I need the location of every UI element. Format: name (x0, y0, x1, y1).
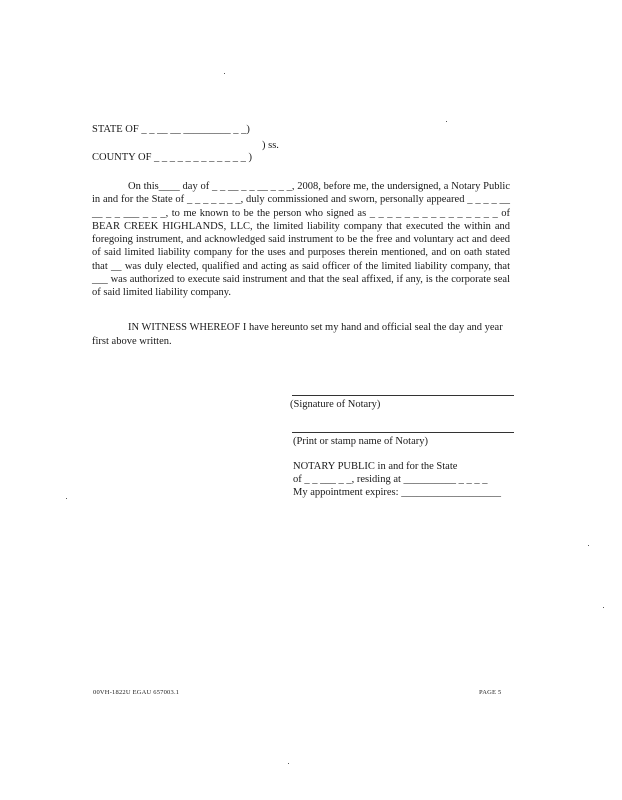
scan-speck (288, 763, 289, 764)
print-name-caption: (Print or stamp name of Notary) (293, 436, 429, 447)
page-number-footer: PAGE 5 (479, 689, 502, 696)
state-line: STATE OF _ _ __ __ _________ _ _) (92, 124, 250, 135)
scan-speck (446, 121, 447, 122)
witness-text: IN WITNESS WHEREOF I have hereunto set my hand and official seal the day and year first above written. (92, 322, 503, 347)
document-id-footer: 00VH-1822U EGAU 657003.1 (93, 689, 180, 696)
notary-public-line: NOTARY PUBLIC in and for the State (293, 461, 458, 472)
witness-paragraph (92, 321, 510, 349)
notary-signature-line (292, 395, 514, 396)
acknowledgment-paragraph (92, 180, 510, 300)
acknowledgment-text: On this____ day of _ _ __ _ _ __ _ _ _, 2008, before me, the undersigned, a Notary Public in and for the State of _ _ _ _ _ _ _, duly commissioned and sworn, personally appeared _ _ _ _ __ __ _ _ ___ _ _ _, to me known to be the person who signed as _ _ _ _ _ _ _ _ _ _ _ _ _ _ _ of BEAR CREEK HIGHLANDS, LLC, the limited liability company that executed the within and foregoing instrument, and acknowledged said instrument to be the free and voluntary act and deed of said limited liability company for the uses and purposes therein mentioned, and on oath stated that __ was duly elected, qualified and acting as said officer of the limited liability company, that ___ was authorized to execute said instrument and that the seal affixed, if any, is the corporate seal of said limited liability company. (92, 181, 510, 299)
notary-name-line (292, 432, 514, 433)
appointment-line: My appointment expires: ___________________ (293, 487, 501, 498)
scan-speck (588, 545, 589, 546)
residing-line: of _ _ ___ _ _, residing at __________ _ _ _ _ (293, 474, 488, 485)
scan-speck (66, 498, 67, 499)
ss-line: ) ss. (262, 140, 279, 151)
scan-speck (224, 73, 225, 74)
signature-caption: (Signature of Notary) (290, 399, 381, 410)
scan-speck (603, 607, 604, 608)
county-line: COUNTY OF _ _ _ _ _ _ _ _ _ _ _ _ ) (92, 152, 253, 163)
